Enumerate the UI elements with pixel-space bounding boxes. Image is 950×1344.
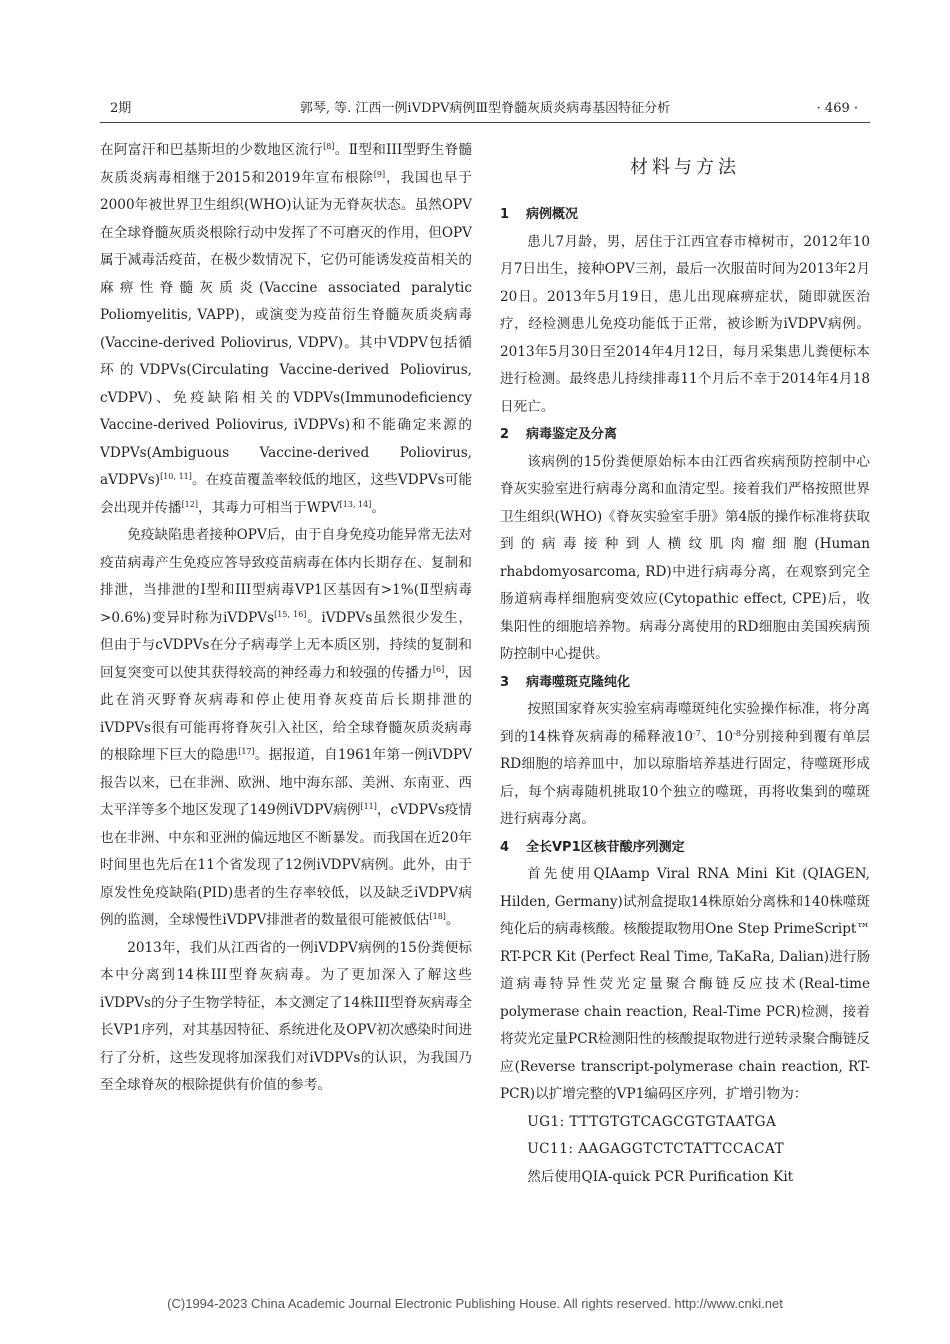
copyright-footer: (C)1994-2023 China Academic Journal Electronic Publishing House. All rights reserved. http://www.cnki.net <box>167 1296 783 1311</box>
running-title: 郭琴, 等. 江西一例iVDPV病例Ⅲ型脊髓灰质炎病毒基因特征分析 <box>299 101 671 116</box>
citation[interactable]: [12] <box>181 499 198 509</box>
subsection-heading-3: 3 病毒噬斑克隆纯化 <box>500 674 631 690</box>
citation[interactable]: [17] <box>238 747 255 756</box>
subsection-text-1: 患儿7月龄，男，居住于江西宜春市樟树市，2012年10月7日出生，接种OPV三剂，最后一次服苗时间为2013年2月20日。2013年5月19日，患儿出现麻痹症状，随即就医治疗，经检测患儿免疫功能低于正常，被诊断为iVDPV病例。2013年5月30日至2014年4月12日，每月采集患儿粪便标本进行检测。最终患儿持续排毒11个月后不幸于2014年4月18日死亡。 <box>500 233 870 415</box>
subsection-heading-1: 1 病例概况 <box>500 207 579 222</box>
running-header <box>100 96 870 123</box>
primer-ug1: UG1: TTTGTGTCAGCGTGTAATGA <box>527 1113 777 1130</box>
paragraph-intro-3: 2013年，我们从江西省的一例iVDPV病例的15份粪便标本中分离到14株III型脊灰病毒。为了更加深入了解这些iVDPVs的分子生物学特征，本文测定了14株III型脊灰病毒全长VP1序列，对其基因特征、系统进化及OPV初次感染时间进行了分析，这些发现将加深我们对iVDPVs的认识，为我国乃至全球脊灰的根除提供有价值的参考。 <box>100 939 472 1093</box>
paragraph-intro-2: 免疫缺陷患者接种OPV后，由于自身免疫功能异常无法对疫苗病毒产生免疫应答导致疫苗病毒在体内长期存在、复制和排泄，当排泄的Ⅰ型和III型病毒VP1区基因有>1%(Ⅱ型病毒>0.6%)变异时称为iVDPVs[15, 16]。iVDPVs虽然很少发生，但由于与cVDPVs在分子病毒学上无本质区别，持续的复制和回复突变可以使其获得较高的神经毒力和较强的传播力[6]，因此在消灭野脊灰病毒和停止使用脊灰疫苗后长期排泄的iVDPVs很有可能再将脊灰引入社区，给全球脊髓灰质炎病毒的根除埋下巨大的隐患[17]。据报道，自1961年第一例iVDPV报告以来，已在非洲、欧洲、地中海东部、美洲、东南亚、西太平洋等多个地区发现了149例iVDPV病例[11]，cVDPVs疫情也在非洲、中东和亚洲的偏远地区不断暴发。而我国在近20年时间里也先后在11个省发现了12例iVDPV病例。此外，由于原发性免疫缺陷(PID)患者的生存率较低，以及缺乏iVDPV病例的监测，全球慢性iVDPV排泄者的数量很可能被低估[18]。 <box>100 527 473 928</box>
citation[interactable]: [15, 16] <box>274 609 307 619</box>
left-column <box>100 137 472 1100</box>
subsection-text-4: 首先使用QIAamp Viral RNA Mini Kit (QIAGEN, Hilden, Germany)试剂盒提取14株原始分离株和140株噬斑纯化后的病毒核酸。核酸提取物用One Step PrimeScript™ RT-PCR Kit (Perfect Real Time, TaKaRa, Dalian)进行肠道病毒特异性荧光定量聚合酶链反应技术(Real-time polymerase chain reaction, Real-Time PCR)检测，接着将荧光定量PCR检测阳性的核酸提取物进行逆转录聚合酶链反应(Reverse transcript-polymerase chain reaction, RT-PCR)以扩增完整的VP1编码区序列，扩增引物为： <box>500 866 870 1102</box>
issue-number: 2期 <box>110 101 132 116</box>
paragraph-intro-1: 在阿富汗和巴基斯坦的少数地区流行[8]。Ⅱ型和III型野生脊髓灰质炎病毒相继于2015和2019年宣布根除[9]，我国也早于2000年被世界卫生组织(WHO)认证为无脊灰状态。虽然OPV在全球脊髓灰质炎根除行动中发挥了不可磨灭的作用，但OPV属于减毒活疫苗，在极少数情况下，它仍可能诱发疫苗相关的麻痹性脊髓灰质炎(Vaccine associated paralytic Poliomyelitis, VAPP)，或演变为疫苗衍生脊髓灰质炎病毒(Vaccine-derived Poliovirus, VDPV)。其中VDPV包括循环的VDPVs(Circulating Vaccine-derived Poliovirus, cVDPV)、免疫缺陷相关的VDPVs(Immunodeficiency Vaccine-derived Poliovirus, iVDPVs)和不能确定来源的VDPVs(Ambiguous Vaccine-derived Poliovirus, aVDPVs)[10, 11]。在疫苗覆盖率较低的地区，这些VDPVs可能会出现并传播[12]，其毒力可相当于WPV[13, 14]。 <box>100 142 473 516</box>
citation[interactable]: [8] <box>323 142 335 151</box>
citation[interactable]: [11] <box>360 802 377 811</box>
subsection-text-3: 按照国家脊灰实验室病毒噬斑纯化实验操作标准，将分离到的14株脊灰病毒的稀释液$10^{-7}$、$10^{-8}$分别接种到覆有单层RD细胞的培养皿中，加以琼脂培养基进行固定，待噬斑形成后，每个病毒随机挑取10个独立的噬斑，再将收集到的噬斑进行病毒分离。 <box>500 701 870 827</box>
subsection-text-2: 该病例的15份粪便原始标本由江西省疾病预防控制中心脊灰实验室进行病毒分离和血清定型。接着我们严格按照世界卫生组织(WHO)《脊灰实验室手册》第4版的操作标准将获取到的病毒接种到人横纹肌肉瘤细胞(Human rhabdomyosarcoma, RD)中进行病毒分离，在观察到完全肠道病毒样细胞病变效应(Cytopathic effect, CPE)后，收集阳性的细胞培养物。病毒分离使用的RD细胞由美国疾病预防控制中心提供。 <box>500 453 870 662</box>
citation[interactable]: [10, 11] <box>160 472 192 481</box>
primer-uc11: UC11: AAGAGGTCTCTATTCCACAT <box>527 1141 785 1157</box>
subsection-text-4-continued: 然后使用QIA-quick PCR Purification Kit <box>527 1168 794 1185</box>
subsection-heading-2: 2 病毒鉴定及分离 <box>500 427 618 442</box>
subsection-heading-4: 4 全长VP1区核苷酸序列测定 <box>500 839 685 855</box>
citation[interactable]: [18] <box>429 912 446 921</box>
section-title-methods: 材料与方法 <box>630 157 740 178</box>
citation[interactable]: [13, 14] <box>339 499 372 509</box>
citation[interactable]: [6] <box>432 664 445 674</box>
citation[interactable]: [9] <box>373 169 386 179</box>
page-number: · 469 · <box>816 101 858 116</box>
right-column <box>500 137 870 1191</box>
